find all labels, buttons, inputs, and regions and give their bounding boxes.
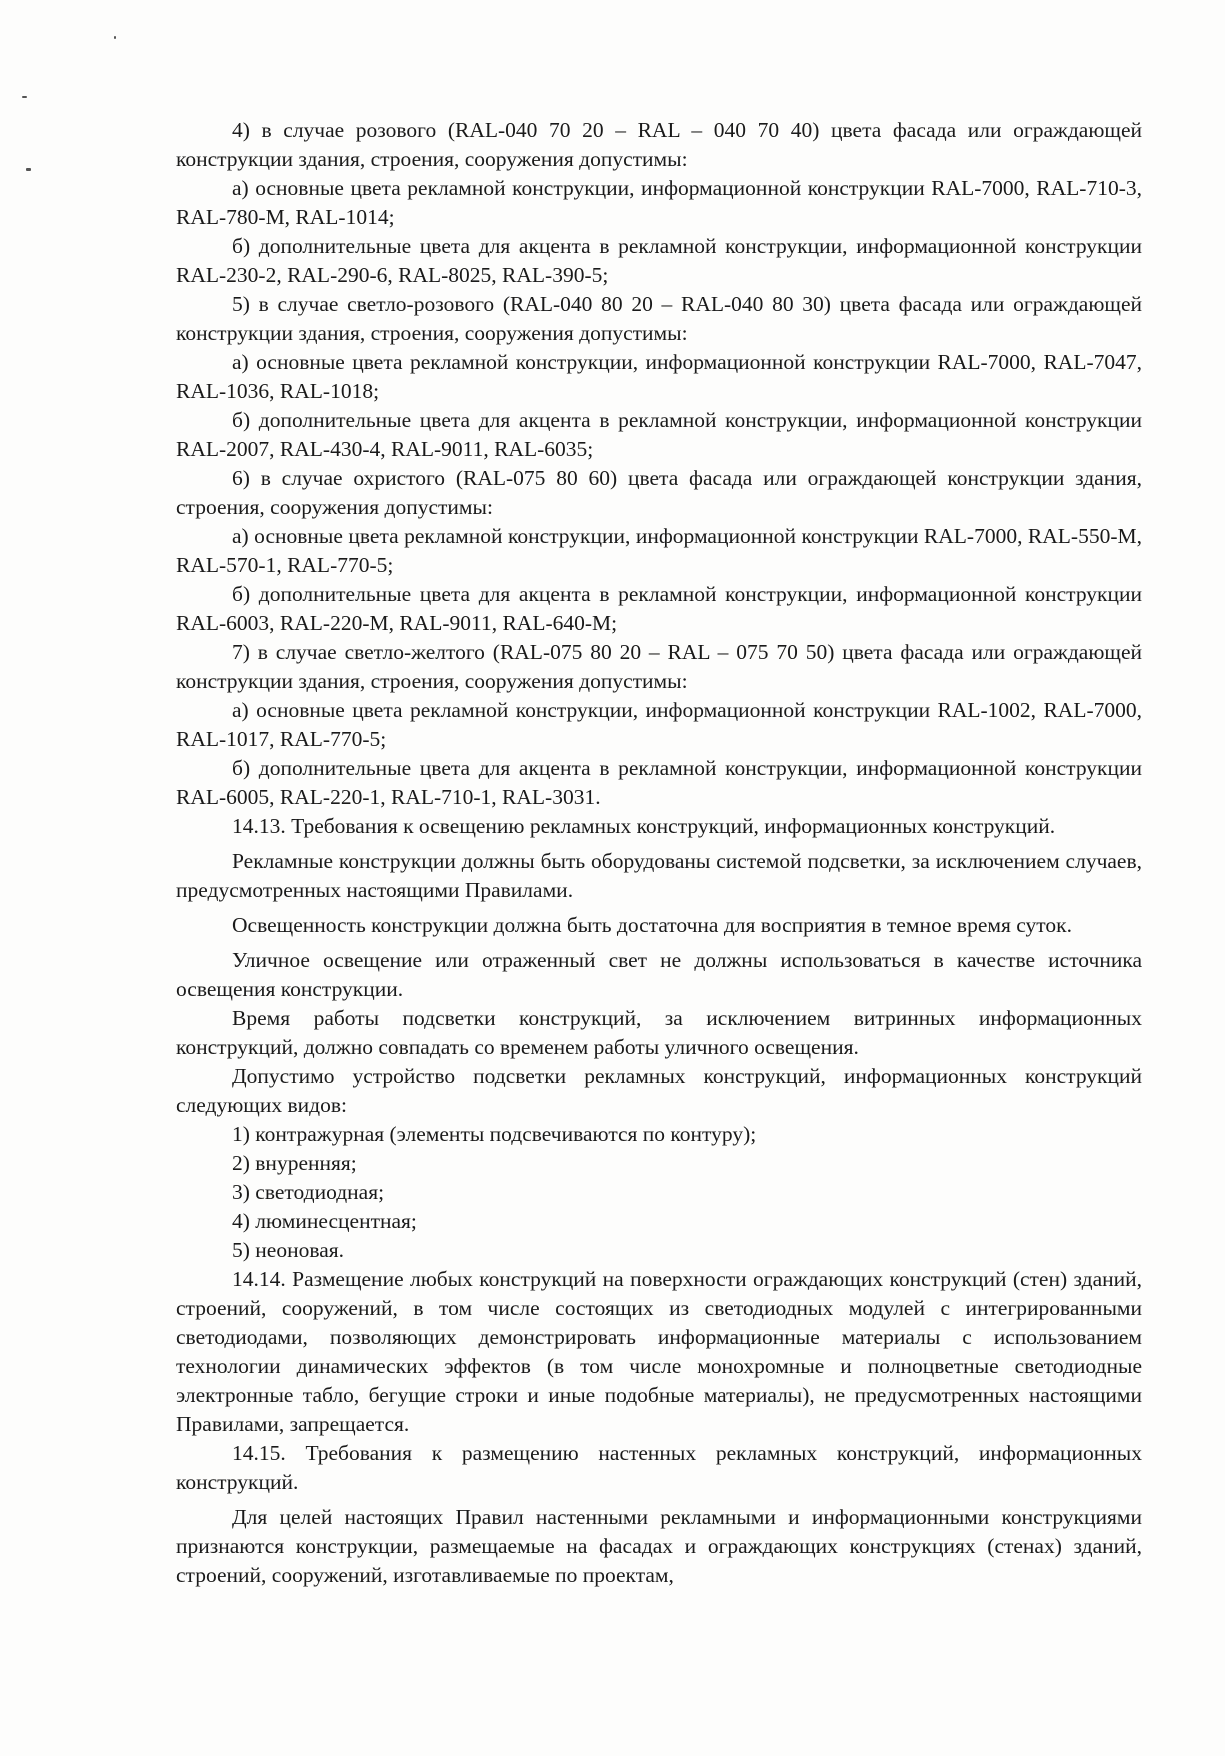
paragraph: а) основные цвета рекламной конструкции, информационной конструкции RAL-7000, RAL-7047, RAL-1036, RAL-1018; <box>176 350 1142 403</box>
paragraph: б) дополнительные цвета для акцента в рекламной конструкции, информационной конструкции RAL-2007, RAL-430-4, RAL-9011, RAL-6035; <box>176 408 1142 461</box>
paragraph: 7) в случае светло-желтого (RAL-075 80 20 – RAL – 075 70 50) цвета фасада или ограждающей конструкции здания, строения, сооружения допустимы: <box>176 640 1142 693</box>
list-item: 1) контражурная (элементы подсвечиваются по контуру); <box>232 1122 757 1146</box>
paragraph: б) дополнительные цвета для акцента в рекламной конструкции, информационной конструкции RAL-230-2, RAL-290-6, RAL-8025, RAL-390-5; <box>176 234 1142 287</box>
scan-speck <box>114 36 116 39</box>
document-body <box>176 116 1142 1590</box>
paragraph: а) основные цвета рекламной конструкции, информационной конструкции RAL-1002, RAL-7000, RAL-1017, RAL-770-5; <box>176 698 1142 751</box>
paragraph: а) основные цвета рекламной конструкции, информационной конструкции RAL-7000, RAL-550-M, RAL-570-1, RAL-770-5; <box>176 524 1142 577</box>
paragraph: Освещенность конструкции должна быть достаточна для восприятия в темное время суток. <box>232 913 1072 937</box>
section-heading: 14.13. Требования к освещению рекламных конструкций, информационных конструкций. <box>232 814 1056 838</box>
paragraph: 6) в случае охристого (RAL-075 80 60) цвета фасада или ограждающей конструкции здания, строения, сооружения допустимы: <box>176 466 1142 519</box>
list-item: 3) светодиодная; <box>232 1180 385 1204</box>
list-item: 2) внуренняя; <box>232 1151 357 1175</box>
paragraph: Время работы подсветки конструкций, за исключением витринных информационных конструкций, должно совпадать со временем работы уличного освещения. <box>176 1006 1142 1059</box>
section-heading: 14.15. Требования к размещению настенных рекламных конструкций, информационных конструкций. <box>176 1441 1142 1494</box>
paragraph: Уличное освещение или отраженный свет не должны использоваться в качестве источника освещения конструкции. <box>176 948 1142 1001</box>
paragraph: б) дополнительные цвета для акцента в рекламной конструкции, информационной конструкции RAL-6005, RAL-220-1, RAL-710-1, RAL-3031. <box>176 756 1142 809</box>
paragraph: 14.14. Размещение любых конструкций на поверхности ограждающих конструкций (стен) зданий, строений, сооружений, в том числе состоящих из светодиодных модулей с интегрированными светодиодами, позволяющих демонстрировать информационные материалы с использованием технологии динамических эффектов (в том числе монохромные и полноцветные светодиодные электронные табло, бегущие строки и иные подобные материалы), не предусмотренных настоящими Правилами, запрещается. <box>176 1267 1142 1436</box>
paragraph: Для целей настоящих Правил настенными рекламными и информационными конструкциями признаются конструкции, размещаемые на фасадах и ограждающих конструкциях (стенах) зданий, строений, сооружений, изготавливаемые по проектам, <box>176 1505 1142 1587</box>
scan-speck <box>26 168 31 171</box>
paragraph: Допустимо устройство подсветки рекламных конструкций, информационных конструкций следующих видов: <box>176 1064 1142 1117</box>
paragraph: б) дополнительные цвета для акцента в рекламной конструкции, информационной конструкции RAL-6003, RAL-220-M, RAL-9011, RAL-640-M; <box>176 582 1142 635</box>
paragraph: 4) в случае розового (RAL-040 70 20 – RAL – 040 70 40) цвета фасада или ограждающей конструкции здания, строения, сооружения допустимы: <box>176 118 1142 171</box>
paragraph: а) основные цвета рекламной конструкции, информационной конструкции RAL-7000, RAL-710-3, RAL-780-M, RAL-1014; <box>176 176 1142 229</box>
paragraph: 5) в случае светло-розового (RAL-040 80 20 – RAL-040 80 30) цвета фасада или ограждающей конструкции здания, строения, сооружения допустимы: <box>176 292 1142 345</box>
list-item: 4) люминесцентная; <box>232 1209 417 1233</box>
paragraph: Рекламные конструкции должны быть оборудованы системой подсветки, за исключением случаев, предусмотренных настоящими Правилами. <box>176 849 1142 902</box>
scan-speck <box>22 96 27 98</box>
list-item: 5) неоновая. <box>232 1238 345 1262</box>
